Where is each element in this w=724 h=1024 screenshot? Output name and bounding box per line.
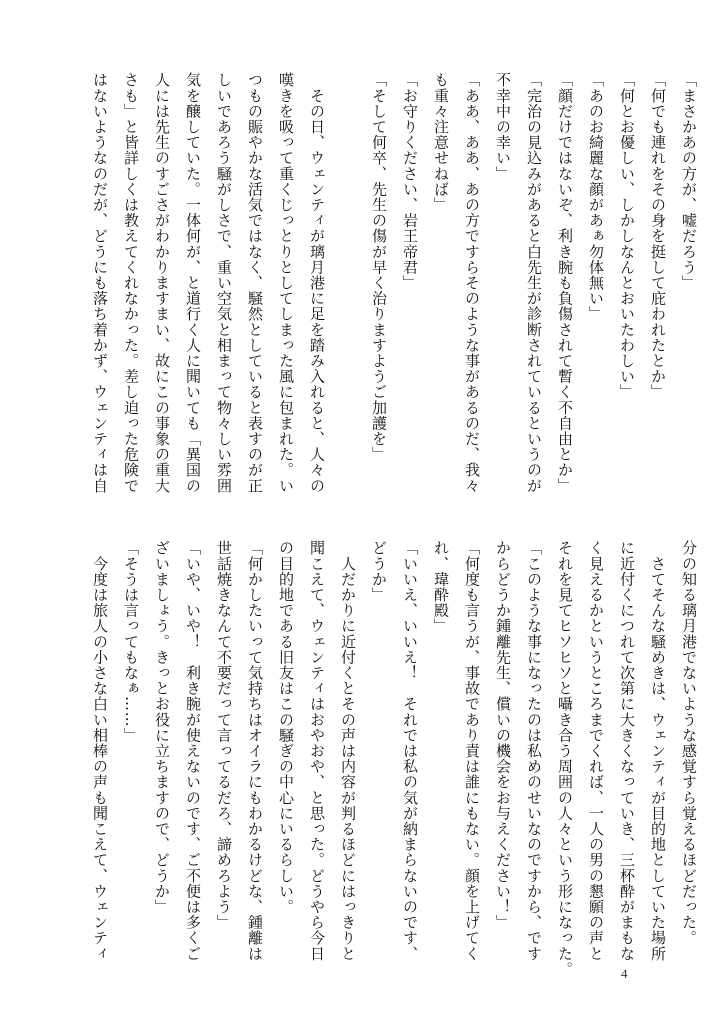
text-line: 「いいえ、いいえ！ それでは私の気が納まらないのです、 [401,540,419,962]
page-number: 4 [621,966,628,981]
text-line: 「何でも連れをその身を挺して庇われたとか」 [649,72,667,400]
text-line: 「何とお優しい、しかしなんとおいたわしい」 [618,72,636,400]
text-line: れ、瑋酔殿」 [432,540,450,634]
text-line: 人には先生のすごさがわかりますまい、故にこの事象の重大 [153,72,171,494]
text-line: 気を醸していた。一体何が、と道行く人に聞いても「異国の [184,72,202,494]
text-line: 「いや、いや！ 利き腕が使えないのです、ご不便は多くご [184,540,202,962]
text-line: それを見てヒソヒソと囁き合う周囲の人々という形になった。 [556,540,574,977]
text-line: 聞こえて、ウェンティはおやおや、と思った。どうやら今日 [308,540,326,962]
text-line: 「何度も言うが、事故であり責は誰にもない。顔を上げてく [463,540,481,962]
text-line: さも」と皆詳しくは教えてくれなかった。差し迫った危険で [122,72,140,494]
text-line: 「まさかあの方が、嘘だろう」 [680,72,698,291]
text-line: 「何かしたいって気持ちはオイラにもわかるけどな、鍾離は [246,540,264,962]
text-line: その日、ウェンティが璃月港に足を踏み入れると、人々の [308,72,326,494]
upper-vertical-text [84,72,704,494]
lower-vertical-text [84,540,704,977]
text-line [332,72,363,490]
text-line: さてそんな騒めきは、ウェンティが目的地としていた場所 [649,540,667,962]
text-line: く見えるかというところまでくれば、一人の男の懇願の声と [587,540,605,962]
text-line: 「このような事になったのは私めのせいなのですから、です [525,540,543,962]
text-line: 分の知る璃月港でないような感覚すら覚えるほどだった。 [680,540,698,946]
text-line: 世話焼きなんて不要だって言ってるだろ、諦めろよう」 [215,540,233,930]
text-line: も重々注意せねば」 [432,72,450,213]
text-line: に近付くにつれて次第に大きくなっていき、三杯酔がまもな [618,540,636,962]
text-line: 嘆きを吸って重くじっとりとしてしまった風に包まれた。い [277,72,295,494]
text-line: からどうか鍾離先生、償いの機会をお与えください！」 [494,540,512,930]
lower-text-block [84,540,698,977]
text-line: 人だかりに近付くとその声は内容が判るほどにはっきりと [339,540,357,962]
text-line: 「ああ、ああ、あの方ですらそのような事があるのだ、我々 [463,72,481,494]
text-line: の目的地である旧友はこの騒ぎの中心にいるらしい。 [277,540,295,915]
text-line: 「顔だけではないぞ、利き腕も負傷されて暫く不自由とか」 [556,72,574,494]
text-line: どうか」 [370,540,388,603]
text-line: 「そして何卒、先生の傷が早く治りますようご加護を」 [370,72,388,462]
text-line: しいであろう騒がしさで、重い空気と相まって物々しい雰囲 [215,72,233,494]
text-line: はないようなのだが、どうにも落ち着かず、ウェンティは自 [91,72,109,494]
text-line: 不幸中の幸い」 [494,72,512,182]
text-line: 「そうは言ってもなぁ……」 [122,540,140,743]
text-line: 今度は旅人の小さな白い相棒の声も聞こえて、ウェンティ [91,540,109,962]
upper-text-block [84,72,698,494]
text-line: 「お守りください、岩王帝君」 [401,72,419,291]
text-line: 「完治の見込みがあると白先生が診断されているというのが [525,72,543,494]
text-line: つもの賑やかな活気ではなく、騒然としていると表すのが正 [246,72,264,494]
text-line: 「あのお綺麗な顔があぁ勿体無い」 [587,72,605,322]
text-line: ざいましょう。きっとお役に立ちますので、どうか」 [153,540,171,915]
